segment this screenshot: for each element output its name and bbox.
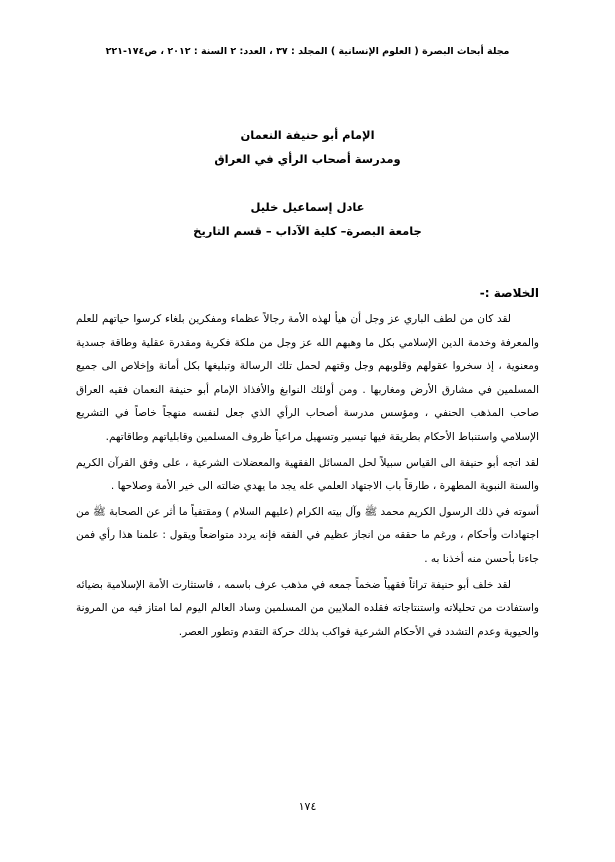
- title-line-1: الإمام أبو حنيفة النعمان: [240, 128, 375, 142]
- title-line-2: ومدرسة أصحاب الرأي في العراق: [214, 152, 401, 166]
- abstract-paragraph-2: لقد اتجه أبو حنيفة الى القياس سبيلاً لحل المسائل الفقهية والمعضلات الشرعية ، على وفق القرآن الكريم والسنة النبوية المطهرة ، طارقاً باب الاجتهاد العلمي عله يجد ما يهدي ضالته الى خير الأمة وصلاحها .: [76, 456, 539, 493]
- abstract-paragraph-1: لقد كان من لطف الباري عز وجل أن هيأ لهذه الأمة رجالاً عظماء ومفكرين بلغاء كرسوا حياتهم للعلم والمعرفة وخدمة الدين الإسلامي بكل ما وهبهم الله عز وجل من ملكة فكرية ومقدرة عقلية وطاقة جسدية ومعنوية ، إذ سخروا عقولهم وقلوبهم وجل وقتهم لحمل تلك الرسالة وتبليغها بكل أمانة وإخلاص الى جميع المسلمين في مشارق الأرض ومغاربها . ومن أولئك النوابغ والأفذاذ الإمام أبو حنيفة النعمان فقيه العراق صاحب المذهب الحنفي ، ومؤسس مدرسة أصحاب الرأي الذي جعل لنفسه منهجاً خاصاً في التشريع الإسلامي واستنباط الأحكام بطريقة فيها تيسير وتسهيل مراعياً ظروف المسلمين وقابلياتهم وطاقاتهم.: [76, 313, 539, 443]
- paper-title: [60, 123, 555, 171]
- author-block: [60, 195, 555, 243]
- abstract-body: [76, 308, 539, 644]
- abstract-heading: الخلاصة :-: [479, 286, 539, 300]
- abstract-paragraph-3: أسوته في ذلك الرسول الكريم محمد ﷺ وآل بيته الكرام (عليهم السلام ) ومقتفياً ما أثر عن الصحابة ﷺ من اجتهادات وأحكام ، ورغم ما حققه من انجاز عظيم في الفقه فإنه يردد متواضعاً ويقول : علمنا هذا رأي فمن جاءنا بأحسن منه أخذنا به .: [76, 505, 539, 565]
- author-affiliation: جامعة البصرة– كلية الآداب – قسم التاريخ: [193, 224, 422, 238]
- abstract-paragraph-4: لقد خلف أبو حنيفة تراثاً فقهياً ضخماً جمعه في مذهب عرف باسمه ، فاستثارت الأمة الإسلامية بضيائه واستفادت من تحليلاته واستنتاجاته فقلده الملايين من المسلمين وساد العالم اليوم لما امتاز فيه من المرونة والحيوية وعدم التشدد في الأحكام الشرعية فواكب بذلك حركة التقدم وتطور العصر.: [76, 578, 539, 638]
- page-number: ١٧٤: [298, 800, 317, 813]
- author-name: عادل إسماعيل خليل: [250, 200, 365, 214]
- running-head: مجلة أبحاث البصرة ( العلوم الإنسانية ) المجلد : ٣٧ ، العدد: ٢ السنة : ٢٠١٢ ، ص١٧٤-٢٢١: [105, 46, 510, 57]
